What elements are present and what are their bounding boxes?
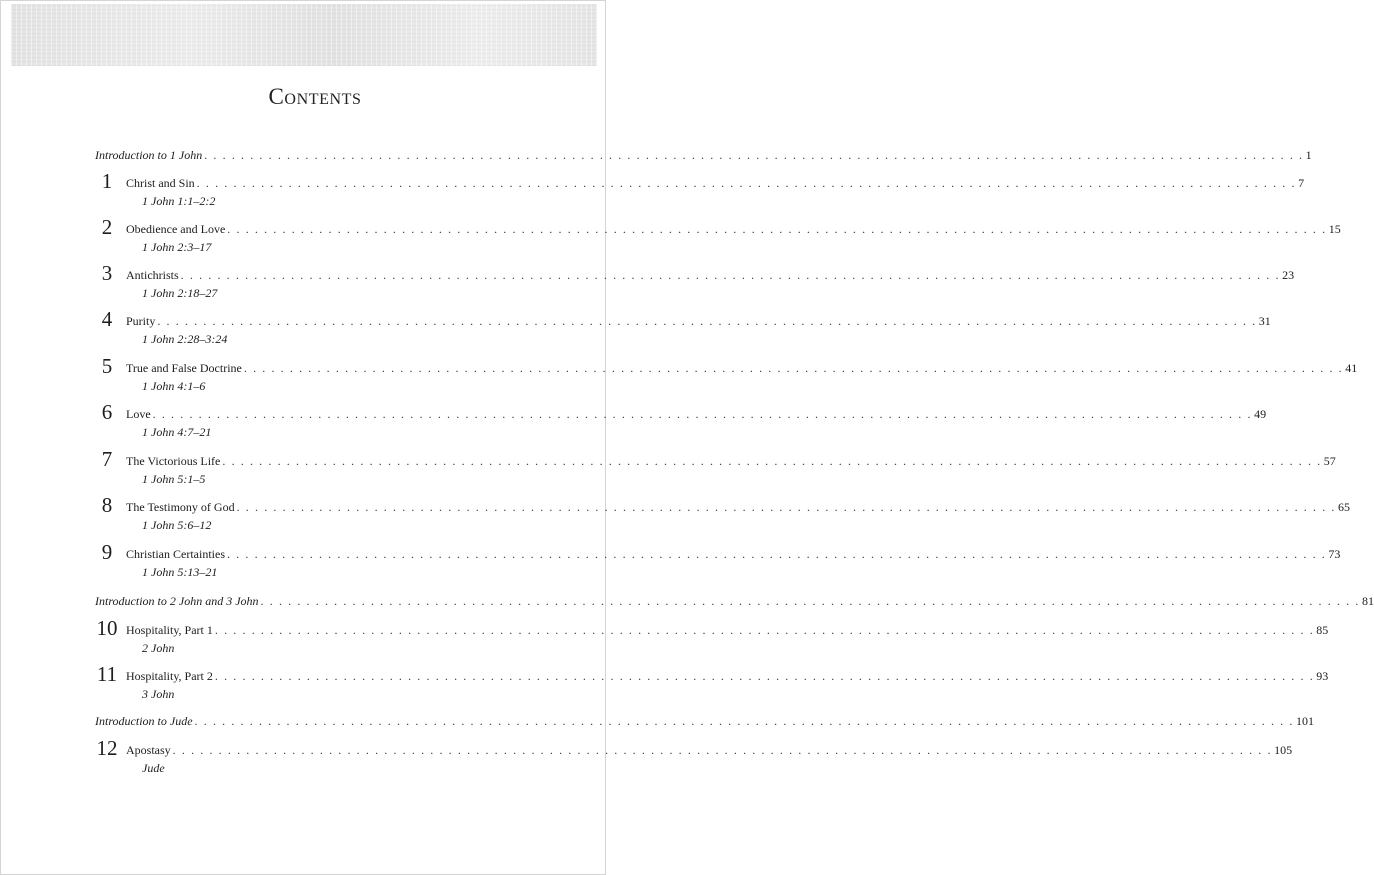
dot-leader: . . . . . . . . . . . . . . . . . . . . . . . . . . . . . . . . . . . . . . . . . . . . . . . . . . . . . . . . . . . . . . . . . . . . . . . . . . . . . . . . . . . . . . . . . . . . . . . . . . . . . . . . . . . . . . . . . . . . . . . . — [222, 454, 1322, 468]
toc-line — [126, 313, 1271, 329]
chapter-number: 1 — [101, 169, 113, 193]
chapter-number: 8 — [101, 493, 113, 517]
chapter-number: 9 — [101, 540, 113, 564]
chapter-title: The Testimony of God — [126, 500, 235, 514]
scripture-reference: 1 John 5:1–5 — [142, 472, 206, 486]
dot-leader: . . . . . . . . . . . . . . . . . . . . . . . . . . . . . . . . . . . . . . . . . . . . . . . . . . . . . . . . . . . . . . . . . . . . . . . . . . . . . . . . . . . . . . . . . . . . . . . . . . . . . . . . . . . . . . . . . . . . . . . . — [214, 669, 1315, 683]
chapter-number: 10 — [96, 616, 118, 640]
dot-leader: . . . . . . . . . . . . . . . . . . . . . . . . . . . . . . . . . . . . . . . . . . . . . . . . . . . . . . . . . . . . . . . . . . . . . . . . . . . . . . . . . . . . . . . . . . . . . . . . . . . . . . . . . . . . . . . . . . . . . . . . — [180, 268, 1281, 282]
dot-leader: . . . . . . . . . . . . . . . . . . . . . . . . . . . . . . . . . . . . . . . . . . . . . . . . . . . . . . . . . . . . . . . . . . . . . . . . . . . . . . . . . . . . . . . . . . . . . . . . . . . . . . . . . . . . . . . . . . . . . . . . — [214, 623, 1315, 637]
chapter-number: 11 — [96, 662, 118, 686]
scripture-reference: 1 John 2:3–17 — [142, 240, 212, 254]
page-number: 85 — [1316, 623, 1329, 637]
scripture-reference: 1 John 5:13–21 — [142, 565, 218, 579]
chapter-number: 5 — [101, 354, 113, 378]
dot-leader: . . . . . . . . . . . . . . . . . . . . . . . . . . . . . . . . . . . . . . . . . . . . . . . . . . . . . . . . . . . . . . . . . . . . . . . . . . . . . . . . . . . . . . . . . . . . . . . . . . . . . . . . . . . . . . . . . . . . . . . . — [204, 148, 1304, 162]
scripture-reference: 1 John 2:28–3:24 — [142, 332, 228, 346]
toc-line — [126, 360, 1358, 376]
chapter-title: Apostasy — [126, 743, 171, 757]
scripture-reference: 1 John 1:1–2:2 — [142, 194, 216, 208]
toc-line — [126, 546, 1341, 562]
page-number: 57 — [1323, 454, 1336, 468]
dot-leader: . . . . . . . . . . . . . . . . . . . . . . . . . . . . . . . . . . . . . . . . . . . . . . . . . . . . . . . . . . . . . . . . . . . . . . . . . . . . . . . . . . . . . . . . . . . . . . . . . . . . . . . . . . . . . . . . . . . . . . . . — [157, 314, 1257, 328]
page-number: 101 — [1295, 714, 1314, 728]
page-number: 65 — [1338, 500, 1350, 514]
page-number: 23 — [1282, 268, 1295, 282]
chapter-title: Hospitality, Part 2 — [126, 669, 213, 683]
toc-line — [126, 668, 1329, 684]
chapter-title: Purity — [126, 314, 156, 328]
dot-leader: . . . . . . . . . . . . . . . . . . . . . . . . . . . . . . . . . . . . . . . . . . . . . . . . . . . . . . . . . . . . . . . . . . . . . . . . . . . . . . . . . . . . . . . . . . . . . . . . . . . . . . . . . . . . . . . . . . . . . . . . — [236, 500, 1336, 514]
scripture-reference: 2 John — [142, 641, 175, 655]
toc-line — [95, 593, 1374, 609]
intro-title: Introduction to 2 John and 3 John — [95, 594, 259, 608]
scripture-reference: 3 John — [142, 687, 175, 701]
chapter-title: Christ and Sin — [126, 176, 195, 190]
page-number: 73 — [1328, 547, 1341, 561]
intro-title: Introduction to Jude — [95, 714, 193, 728]
page-number: 105 — [1274, 743, 1293, 757]
page-number: 93 — [1316, 669, 1329, 683]
chapter-title: Christian Certainties — [126, 547, 225, 561]
chapter-number: 4 — [101, 307, 113, 331]
toc-line — [95, 147, 1312, 163]
toc-line — [126, 453, 1336, 469]
chapter-title: Hospitality, Part 1 — [126, 623, 213, 637]
toc-line — [126, 221, 1341, 237]
toc-line — [126, 406, 1267, 422]
toc-line — [126, 622, 1329, 638]
scripture-reference: 1 John 4:7–21 — [142, 425, 212, 439]
page-number: 15 — [1328, 222, 1341, 236]
scripture-reference: 1 John 4:1–6 — [142, 379, 206, 393]
toc-line — [126, 742, 1293, 758]
toc-line — [126, 499, 1350, 515]
page-number: 81 — [1361, 594, 1374, 608]
dot-leader: . . . . . . . . . . . . . . . . . . . . . . . . . . . . . . . . . . . . . . . . . . . . . . . . . . . . . . . . . . . . . . . . . . . . . . . . . . . . . . . . . . . . . . . . . . . . . . . . . . . . . . . . . . . . . . . . . . . . . . . . — [243, 361, 1344, 375]
dot-leader: . . . . . . . . . . . . . . . . . . . . . . . . . . . . . . . . . . . . . . . . . . . . . . . . . . . . . . . . . . . . . . . . . . . . . . . . . . . . . . . . . . . . . . . . . . . . . . . . . . . . . . . . . . . . . . . . . . . . . . . . — [172, 743, 1273, 757]
chapter-number: 12 — [96, 736, 118, 760]
dot-leader: . . . . . . . . . . . . . . . . . . . . . . . . . . . . . . . . . . . . . . . . . . . . . . . . . . . . . . . . . . . . . . . . . . . . . . . . . . . . . . . . . . . . . . . . . . . . . . . . . . . . . . . . . . . . . . . . . . . . . . . . — [227, 222, 1327, 236]
page-number: 1 — [1305, 148, 1312, 162]
dot-leader: . . . . . . . . . . . . . . . . . . . . . . . . . . . . . . . . . . . . . . . . . . . . . . . . . . . . . . . . . . . . . . . . . . . . . . . . . . . . . . . . . . . . . . . . . . . . . . . . . . . . . . . . . . . . . . . . . . . . . . . . — [152, 407, 1253, 421]
chapter-title: True and False Doctrine — [126, 361, 242, 375]
chapter-title: Love — [126, 407, 151, 421]
scripture-reference: 1 John 2:18–27 — [142, 286, 218, 300]
dot-leader: . . . . . . . . . . . . . . . . . . . . . . . . . . . . . . . . . . . . . . . . . . . . . . . . . . . . . . . . . . . . . . . . . . . . . . . . . . . . . . . . . . . . . . . . . . . . . . . . . . . . . . . . . . . . . . . . . . . . . . . . — [194, 714, 1294, 728]
toc-line — [126, 175, 1305, 191]
toc-line — [126, 267, 1295, 283]
page-number: 7 — [1298, 176, 1305, 190]
page-title: Contents — [268, 84, 362, 109]
toc-line — [95, 713, 1314, 729]
scripture-reference: 1 John 5:6–12 — [142, 518, 212, 532]
chapter-number: 3 — [101, 261, 113, 285]
page-number: 49 — [1254, 407, 1267, 421]
dot-leader: . . . . . . . . . . . . . . . . . . . . . . . . . . . . . . . . . . . . . . . . . . . . . . . . . . . . . . . . . . . . . . . . . . . . . . . . . . . . . . . . . . . . . . . . . . . . . . . . . . . . . . . . . . . . . . . . . . . . . . . . — [196, 176, 1297, 190]
chapter-number: 6 — [101, 400, 113, 424]
dot-leader: . . . . . . . . . . . . . . . . . . . . . . . . . . . . . . . . . . . . . . . . . . . . . . . . . . . . . . . . . . . . . . . . . . . . . . . . . . . . . . . . . . . . . . . . . . . . . . . . . . . . . . . . . . . . . . . . . . . . . . . . — [260, 594, 1360, 608]
page-number: 41 — [1345, 361, 1358, 375]
intro-title: Introduction to 1 John — [95, 148, 203, 162]
chapter-title: The Victorious Life — [126, 454, 221, 468]
page-number: 31 — [1258, 314, 1271, 328]
dot-leader: . . . . . . . . . . . . . . . . . . . . . . . . . . . . . . . . . . . . . . . . . . . . . . . . . . . . . . . . . . . . . . . . . . . . . . . . . . . . . . . . . . . . . . . . . . . . . . . . . . . . . . . . . . . . . . . . . . . . . . . . — [226, 547, 1327, 561]
chapter-number: 2 — [101, 215, 113, 239]
chapter-title: Obedience and Love — [126, 222, 226, 236]
chapter-number: 7 — [101, 447, 113, 471]
chapter-title: Antichrists — [126, 268, 179, 282]
scripture-reference: Jude — [142, 761, 165, 775]
